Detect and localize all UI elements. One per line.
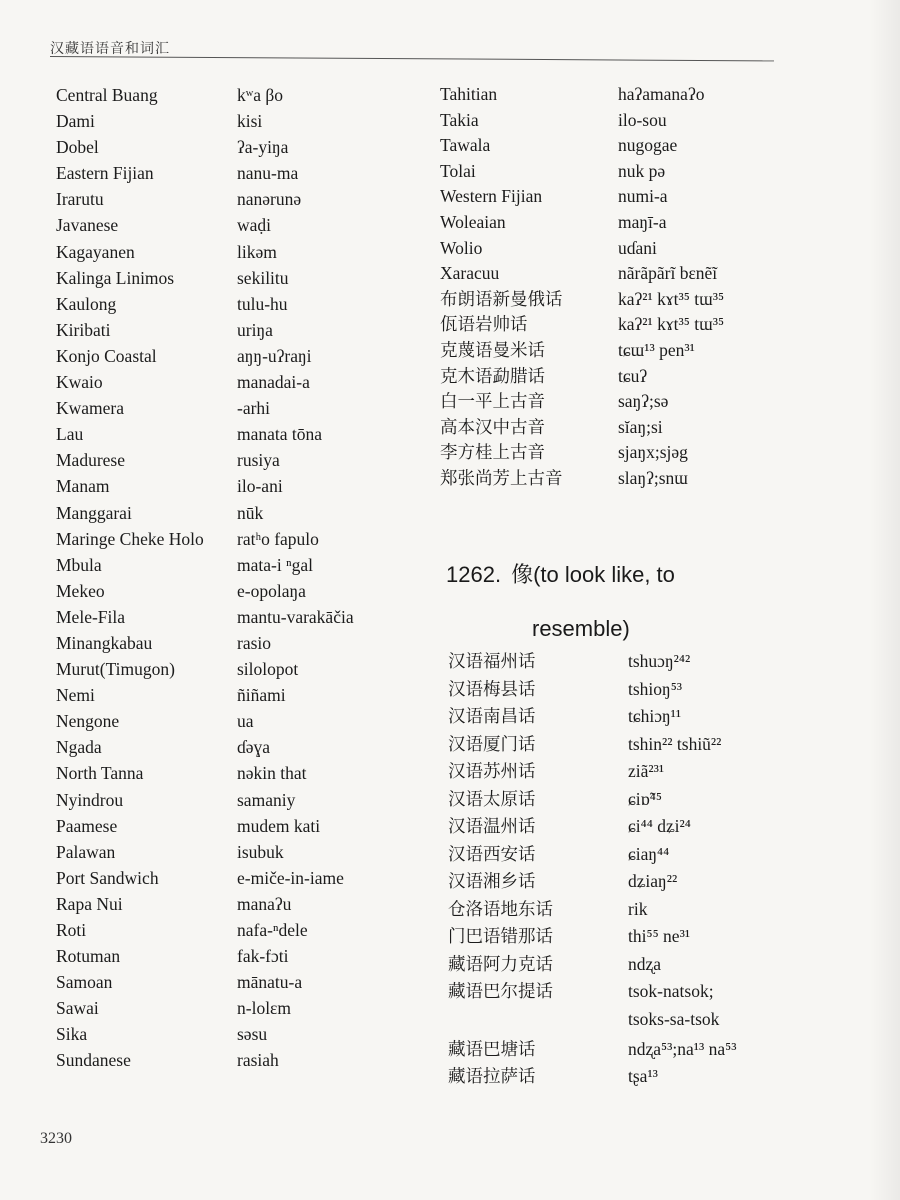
language-name: Javanese xyxy=(56,215,119,236)
word-form: sĭaŋ;si xyxy=(618,416,663,437)
language-name: 汉语梅县话 xyxy=(448,678,536,699)
word-form: manata tōna xyxy=(237,424,323,445)
language-name: Western Fijian xyxy=(440,186,543,207)
language-name: Eastern Fijian xyxy=(56,163,154,184)
language-name: 汉语湘乡话 xyxy=(448,871,536,891)
word-form: manaʔu xyxy=(237,893,292,914)
language-name: 汉语厦门话 xyxy=(448,733,536,754)
word-form: nãrãpãrĩ bɛnẽĩ xyxy=(618,263,718,284)
word-form: uriŋa xyxy=(237,319,273,340)
section-heading xyxy=(446,548,746,656)
language-name: 藏语巴尔提话 xyxy=(448,981,553,1001)
language-name: Rapa Nui xyxy=(56,893,123,914)
language-name: Manggarai xyxy=(56,502,132,523)
section-title-line2: resemble) xyxy=(532,616,630,641)
word-form: ɕiaŋ⁴⁴ xyxy=(628,843,670,864)
word-form: nuk pə xyxy=(618,160,666,181)
language-name: Kiribati xyxy=(56,319,111,340)
word-form: mantu-varakāčia xyxy=(237,606,354,627)
language-name: Mekeo xyxy=(56,580,105,601)
word-form: nəkin that xyxy=(237,763,307,784)
language-name: Kwamera xyxy=(56,398,125,419)
language-name: 藏语阿力克话 xyxy=(448,953,553,974)
language-name: Dobel xyxy=(56,137,99,158)
language-name: Murut(Timugon) xyxy=(56,659,175,680)
word-form: tsoks-sa-tsok xyxy=(628,1008,720,1029)
language-name: Mele-Fila xyxy=(56,606,126,627)
section-title-line1: 像(to look like, to xyxy=(511,562,675,587)
language-name: 汉语西安话 xyxy=(448,843,536,864)
language-name: 汉语太原话 xyxy=(448,788,536,809)
word-form: kaʔ²¹ kɤt³⁵ tɯ³⁵ xyxy=(618,288,725,309)
word-form: nanu-ma xyxy=(237,163,299,184)
word-form: ɕiɒ̃⁴⁵ xyxy=(628,788,662,809)
word-form: sjaŋx;sjəg xyxy=(618,442,688,463)
language-name: 高本汉中古音 xyxy=(440,416,545,437)
language-name: Dami xyxy=(56,111,95,132)
language-name: North Tanna xyxy=(56,763,144,784)
word-form: tshuɔŋ²⁴² xyxy=(628,651,691,671)
language-name: Nengone xyxy=(56,711,120,732)
word-form: tshioŋ⁵³ xyxy=(628,678,683,699)
word-form: tulu-hu xyxy=(237,293,288,314)
word-form: saŋʔ;sə xyxy=(618,391,669,412)
word-form: tɕuʔ xyxy=(618,365,648,386)
language-name: 藏语拉萨话 xyxy=(448,1066,536,1086)
language-name: Tolai xyxy=(440,160,476,181)
language-name: Tahitian xyxy=(440,84,498,104)
word-form: nūk xyxy=(237,502,264,523)
running-header: 汉藏语语音和词汇 xyxy=(50,41,170,57)
word-form: likəm xyxy=(237,241,277,262)
language-name: Kwaio xyxy=(56,372,103,393)
language-name: 汉语温州话 xyxy=(448,816,536,836)
language-name: 布朗语新曼俄话 xyxy=(440,288,563,309)
language-name: Minangkabau xyxy=(56,632,153,653)
language-name: 克木语勐腊话 xyxy=(440,365,545,386)
word-form: tʂa¹³ xyxy=(628,1066,658,1086)
word-form: nanərunə xyxy=(237,189,302,210)
word-form: uɗani xyxy=(618,237,657,258)
word-form: ndʐa⁵³;na¹³ na⁵³ xyxy=(628,1038,737,1059)
word-form: ñiñami xyxy=(237,685,286,706)
language-name: Wolio xyxy=(440,237,483,258)
word-form: mata-i ⁿgal xyxy=(237,554,313,575)
word-form: ɕi⁴⁴ dʑi²⁴ xyxy=(628,816,691,836)
language-name: Central Buang xyxy=(56,85,158,105)
language-name: Palawan xyxy=(56,841,116,862)
word-form: fak-fɔti xyxy=(237,946,289,967)
language-name: Manam xyxy=(56,476,110,497)
language-name: Roti xyxy=(56,920,87,940)
language-name: 汉语南昌话 xyxy=(448,706,536,726)
word-form: silolopot xyxy=(237,659,299,680)
language-name: Sundanese xyxy=(56,1050,131,1071)
language-name: 仓洛语地东话 xyxy=(448,898,553,919)
language-name: Irarutu xyxy=(56,189,104,210)
word-form: ilo-sou xyxy=(618,109,667,130)
language-name: Takia xyxy=(440,109,479,130)
language-name: 汉语福州话 xyxy=(448,651,536,671)
language-name: Paamese xyxy=(56,815,118,836)
language-name: Konjo Coastal xyxy=(56,345,157,366)
word-form: ratʰo fapulo xyxy=(237,528,319,549)
word-form: ʔa-yiŋa xyxy=(237,137,289,158)
word-form: rusiya xyxy=(237,450,280,471)
language-name: 汉语苏州话 xyxy=(448,761,536,781)
word-form: -arhi xyxy=(237,398,271,419)
language-name: Sika xyxy=(56,1024,88,1045)
language-name: Kaulong xyxy=(56,293,117,314)
word-form: ɗəɣa xyxy=(237,737,271,758)
language-name: 李方桂上古音 xyxy=(440,442,545,463)
language-name: Kagayanen xyxy=(56,241,135,262)
language-name: Mbula xyxy=(56,554,102,575)
word-form: rasio xyxy=(237,632,272,653)
language-name: 克蔑语曼米话 xyxy=(440,339,545,360)
word-form: nafa-ⁿdele xyxy=(237,920,308,940)
language-name: Lau xyxy=(56,424,84,445)
word-form: e-miče-in-iame xyxy=(237,867,344,888)
word-form: rasiah xyxy=(237,1050,279,1071)
language-name: 门巴语错那话 xyxy=(448,926,553,946)
language-name: Ngada xyxy=(56,737,102,758)
word-form: ilo-ani xyxy=(237,476,283,497)
section-number: 1262. xyxy=(446,562,502,587)
word-form: slaŋʔ;snɯ xyxy=(618,467,688,488)
word-form: sekilitu xyxy=(237,267,289,288)
word-form: tsok-natsok; xyxy=(628,981,714,1001)
word-form: ua xyxy=(237,711,254,732)
word-form: səsu xyxy=(237,1024,268,1045)
language-name: 藏语巴塘话 xyxy=(448,1038,536,1059)
word-form: isubuk xyxy=(237,841,284,862)
word-form: thi⁵⁵ ne³¹ xyxy=(628,926,691,946)
word-form: kisi xyxy=(237,111,263,132)
word-form: tɕɯ¹³ pen³¹ xyxy=(618,339,695,360)
word-form: haʔamanaʔo xyxy=(618,84,705,104)
word-form: dʑiaŋ²² xyxy=(628,871,678,891)
word-form: kʷa βo xyxy=(237,85,284,105)
language-name: 郑张尚芳上古音 xyxy=(440,467,563,488)
language-name: Samoan xyxy=(56,972,113,993)
word-form: nugogae xyxy=(618,135,678,156)
word-form: manadai-a xyxy=(237,372,310,393)
language-name: Woleaian xyxy=(440,211,506,232)
language-name: Kalinga Linimos xyxy=(56,267,175,288)
language-name: Nemi xyxy=(56,685,95,706)
word-form: rik xyxy=(628,898,648,919)
word-form: e-opolaŋa xyxy=(237,580,306,601)
language-name: 白一平上古音 xyxy=(440,391,545,412)
page-edge-shadow xyxy=(870,0,900,1200)
language-name: Xaracuu xyxy=(440,263,500,284)
word-form: tshin²² tshiũ²² xyxy=(628,733,722,754)
language-name: Rotuman xyxy=(56,946,121,967)
word-form: samaniy xyxy=(237,789,296,810)
language-name: Tawala xyxy=(440,135,491,156)
word-form: ndʐa xyxy=(628,953,662,974)
word-form: waḍi xyxy=(237,215,272,236)
language-name: 佤语岩帅话 xyxy=(440,314,528,335)
word-form: kaʔ²¹ kɤt³⁵ tɯ³⁵ xyxy=(618,314,725,335)
word-form: numi-a xyxy=(618,186,668,207)
word-form: mānatu-a xyxy=(237,972,303,993)
header-rule xyxy=(50,56,774,61)
word-form: tɕhiɔŋ¹¹ xyxy=(628,706,682,726)
page-number: 3230 xyxy=(40,1130,72,1147)
language-name: Maringe Cheke Holo xyxy=(56,528,204,549)
language-name: Madurese xyxy=(56,450,126,471)
language-name: Nyindrou xyxy=(56,789,124,810)
word-form: maŋī-a xyxy=(618,211,667,232)
word-form: ziã²³¹ xyxy=(628,761,665,781)
word-form: n-lolɛm xyxy=(237,998,292,1019)
word-form: aŋŋ-uʔraŋi xyxy=(237,345,312,366)
language-name: Sawai xyxy=(56,998,99,1019)
word-form: mudem kati xyxy=(237,815,321,836)
language-name: Port Sandwich xyxy=(56,867,159,888)
